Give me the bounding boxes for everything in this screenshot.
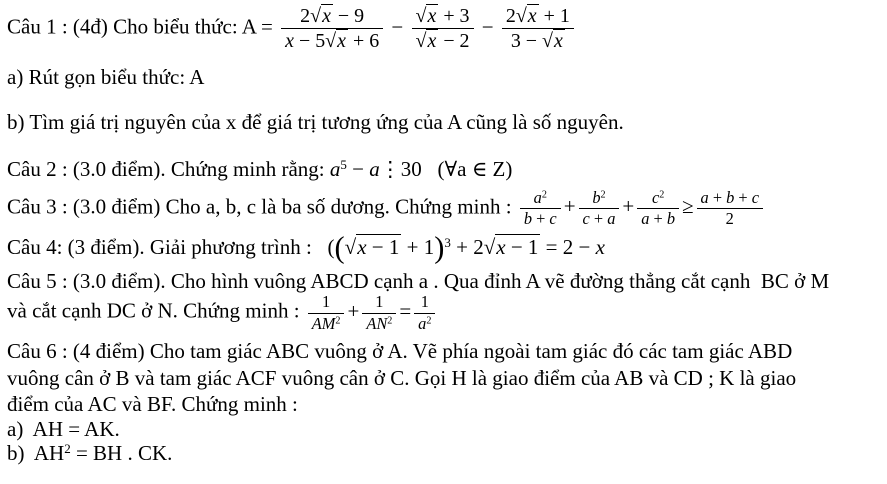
problem-1-text: Câu 1 : (4đ) Cho biểu thức: A =: [7, 14, 279, 39]
problem-6-text-line-1: Câu 6 : (4 điểm) Cho tam giác ABC vuông ở A. Vẽ phía ngoài tam giác đó các tam giác ABD: [7, 339, 793, 363]
problem-5-text-line-1: Câu 5 : (3.0 điểm). Cho hình vuông ABCD cạnh a . Qua đỉnh A vẽ đường thẳng cắt cạnh BC ở M: [7, 269, 830, 294]
problem-2-math-expression: $a^5$ − a⋮30 (∀a ∈ Z): [329, 156, 513, 181]
problem-1-part-a-text: a) Rút gọn biểu thức: A: [7, 64, 205, 89]
problem-2-statement: [7, 157, 883, 181]
problem-5-statement-line-1: [7, 269, 883, 293]
problem-1-statement: [7, 5, 883, 53]
problem-4-statement: [7, 230, 883, 265]
problem-2-text: Câu 2 : (3.0 điểm). Chứng minh rằng:: [7, 156, 330, 181]
problem-4-text: Câu 4: (3 điểm). Giải phương trình :: [7, 235, 328, 260]
problem-3-statement: [7, 189, 883, 229]
problem-3-math-expression: $\frac{a^2}{b + c}$ + $\frac{b^2}{c + a}$ + $\frac{c^2}{a + b}$ ≥ $\frac{a + b + c}{2}$: [517, 194, 766, 218]
problem-5-text-line-2: và cắt cạnh DC ở N. Chứng minh :: [7, 298, 305, 323]
problem-1-part-b-text: b) Tìm giá trị nguyên của x để giá trị tương ứng của A cũng là số nguyên.: [7, 109, 624, 134]
problem-6-part-a-text: a) AH = AK.: [7, 417, 120, 441]
problem-6-part-b-text: b): [7, 441, 34, 465]
problem-6-statement-line-1: [7, 339, 883, 363]
problem-3-text: Câu 3 : (3.0 điểm) Cho a, b, c là ba số dương. Chứng minh :: [7, 194, 517, 219]
problem-6-part-b-math-expression: $AH^2$ = BH . CK.: [33, 440, 173, 465]
problem-5-math-expression: $\frac{1}{AM^2}$ + $\frac{1}{AN^2}$ = $\frac{1}{a^2}$: [305, 299, 439, 323]
problem-6-part-b: [7, 441, 883, 465]
problem-5-statement-line-2: [7, 293, 883, 333]
problem-6-text-line-3: điểm của AC và BF. Chứng minh :: [7, 392, 298, 416]
problem-6-part-a: [7, 417, 883, 441]
problem-1-part-b: [7, 110, 883, 134]
problem-6-statement-line-2: [7, 366, 883, 390]
problem-6-text-line-2: vuông cân ở B và tam giác ACF vuông cân ở C. Gọi H là giao điểm của AB và CD ; K là giao: [7, 366, 797, 390]
problem-4-math-expression: ($(√x - 1 + 1)^3 + 2√x - 1 = 2 - x$: [327, 230, 605, 265]
problem-1-part-a: [7, 65, 883, 89]
problem-1-math-expression: $\frac{2√x - 9}{x - 5√x + 6}$ − $\frac{√x + 3}{√x - 2}$ − $\frac{2√x + 1}{3 - √x}$: [278, 15, 577, 39]
problem-6-statement-line-3: [7, 392, 883, 416]
